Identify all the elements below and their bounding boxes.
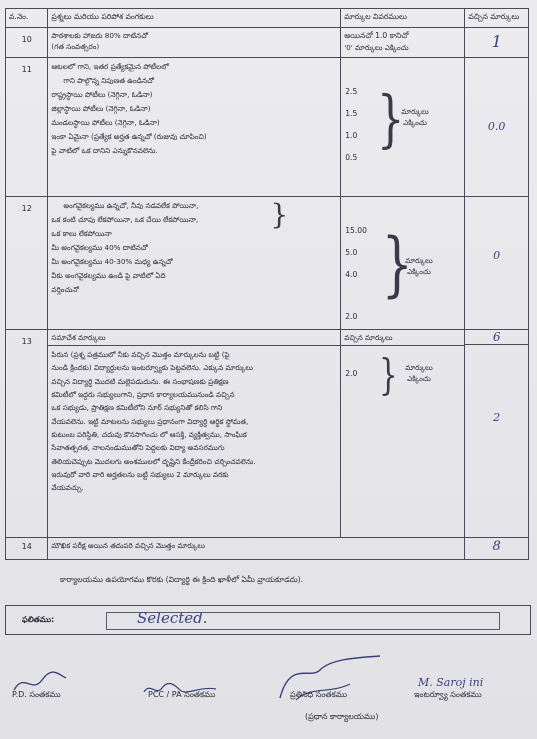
brace-icon: } [379, 350, 398, 400]
marks-label-line: ఎక్కించు [403, 118, 427, 128]
marks-label-line: ఎక్కించు [407, 374, 431, 384]
brace-icon: } [381, 223, 414, 305]
row-number: 12 [6, 197, 48, 330]
sub-header-awarded: వచ్చిన మార్కులు [344, 333, 393, 342]
brace-icon: } [377, 82, 405, 155]
marks-label-line: మార్కులు [401, 107, 429, 116]
marks-instruction [405, 362, 433, 384]
criteria-cell [48, 58, 341, 197]
criteria-line: వేయవచ్చు. [51, 483, 84, 493]
marks-value: 15.00 [345, 226, 367, 235]
table-row [6, 197, 529, 330]
header-awarded-marks: వచ్చిన మార్కులు [465, 9, 529, 28]
marks-value: 4.0 [345, 270, 358, 279]
marks-value: 2.0 [345, 312, 358, 321]
row-number: 13 [6, 330, 48, 538]
criteria-line: పై వాటిలో ఒక దానిని ఎన్నుకొనవలెను. [51, 146, 158, 156]
result-field [106, 609, 500, 630]
criteria-line: గాని పాల్గొన్న నిపుణత ఉండినచో [63, 76, 154, 86]
marks-instruction [401, 106, 429, 128]
result-box [5, 605, 531, 635]
criteria-line: (గత సంవత్సరం) [51, 42, 100, 52]
representative-sub-label: (ప్రధాన కార్యాలయము) [305, 712, 379, 721]
criteria-line: రాష్ట్రస్థాయి పోటీలు (నెగ్గినా, ఓడినా) [51, 90, 153, 100]
header-serial-no: వ.నెం. [6, 9, 48, 28]
criteria-line: ఆటలలో గాని, ఇతర ప్రత్యేకమైన పోటీలలో [51, 62, 169, 71]
row-number: 11 [6, 58, 48, 197]
row-number: 10 [6, 28, 48, 58]
criteria-cell [48, 330, 341, 538]
criteria-line: వర్తించునో [51, 285, 79, 295]
pd-signature-label: P.D. సంతకము [12, 690, 61, 699]
awarded-cell [465, 330, 529, 538]
criteria-line: కుటుంబ పరిస్థితి, చదువు కొనసాగించు లో ఆసక్తి, వ్యక్తిత్వము, సాంఘిక [51, 430, 247, 440]
scoring-table [5, 8, 529, 560]
criteria-line: తెలియచెప్పుట మొదలగు అంశములలో దృష్టిని కేంద్రీకరించి చర్చించవలెను. [51, 456, 256, 466]
marks-value: 1.5 [345, 109, 358, 118]
criteria-line: పిరున (ప్రశ్న పత్రములో నీకు వచ్చిన మొత్తం మార్కులను బట్టి (పై [51, 350, 230, 360]
awarded-marks: 0 [465, 197, 529, 330]
brace-icon: } [270, 198, 289, 231]
header-marks-details: మార్కుల వివరములు [341, 9, 465, 28]
representative-signature-label: ప్రతినిధి సంతకము [290, 690, 348, 699]
table-row [6, 28, 529, 58]
office-use-note: కార్యాలయము ఉపయోగము కొరకు (విద్యార్థి ఈ క్రింది ఖాళీలో ఏమీ వ్రాయకూడదు). [60, 575, 304, 584]
marks-value: 0.5 [345, 153, 358, 162]
awarded-marks: 8 [465, 538, 529, 560]
criteria-line: వేయవలెను. ఇట్టి మాటలను సభ్యులు ప్రధానంగా విద్యార్థి ఆర్థిక స్థోమత, [51, 416, 249, 426]
criteria-line: నుండి క్రిందకు) విద్యార్థులను ఇంటర్వ్యూకు పెట్టవలెను. ఎక్కువ మార్కులు [51, 363, 253, 373]
criteria-line: పాఠశాలకు హాజరు 80% దాటినచో [51, 31, 148, 40]
marks-cell [341, 58, 465, 197]
awarded-marks-top: 6 [492, 330, 501, 344]
marks-line: '0' మార్కులు ఎక్కించు [344, 42, 409, 52]
criteria-line: వచ్చిన విద్యార్థి మొదటి మల్లెపడుదును. ఈ సంభాషణకు ప్రతిక్షణ [51, 376, 229, 386]
criteria-cell [48, 538, 465, 560]
marks-line: అయినచో 1.0 కానిచో [344, 31, 409, 40]
criteria-line: సేవాతత్పరత, నాలనండుముతోని పెద్దలకు విద్యా అవసరముగు [51, 443, 225, 453]
criteria-line: మండలస్థాయి పోటీలు (నెగ్గినా, ఓడినా) [51, 118, 160, 128]
marks-label-line: మార్కులు [405, 256, 433, 265]
table-row [6, 538, 529, 560]
pcc-signature-label: PCC / PA సంతకము [148, 690, 216, 699]
criteria-title: సమాచేశ మార్కులు [51, 333, 106, 342]
marks-label-line: మార్కులు [405, 363, 433, 373]
awarded-marks: 1 [465, 28, 529, 58]
criteria-cell [48, 28, 341, 58]
table-row [6, 58, 529, 197]
criteria-line: జిల్లాస్థాయి పోటీలు (నెగ్గినా, ఓడినా) [51, 104, 151, 114]
interviewer-signature-name: M. Saroj ini [418, 676, 484, 689]
result-value: Selected. [137, 609, 208, 627]
marks-value: 2.0 [345, 369, 358, 379]
criteria-line: ఒక కాలు లేకపోయినా [51, 229, 112, 239]
criteria-text [48, 346, 340, 496]
marks-cell [341, 197, 465, 330]
marks-value: 2.5 [345, 87, 358, 96]
marks-instruction [405, 255, 433, 277]
criteria-line: ఒక సభ్యుడు, ప్రాతిక్షణ కమిటీలోని నూర్ సభ్యునితో కలిసి గాని [51, 403, 223, 413]
marks-value: 1.0 [345, 131, 358, 140]
interviewer-signature-label: ఇంటర్వ్యూ సంతకము [414, 690, 482, 699]
awarded-marks: 0.0 [465, 58, 529, 197]
marks-label-line: ఎక్కించు [407, 267, 431, 277]
criteria-line: కమిటీలో ఇద్దరు సభ్యులుగాని, ప్రధాన కార్యాలయమునుండి వచ్చిన [51, 390, 235, 400]
header-criteria: ప్రశ్నలు మరియు పరిపోశ వంగకులు [48, 9, 341, 28]
criteria-cell [48, 197, 341, 330]
marks-cell [341, 330, 465, 538]
marks-cell [341, 28, 465, 58]
row-number: 14 [6, 538, 48, 560]
criteria-line: మీ అంగవైకల్యము 40-30% మధ్య ఉన్నచో [51, 257, 173, 267]
table-header-row [6, 9, 529, 28]
criteria-line: ఇరువురో వారి వారి అర్హతలను బట్టి సభ్యులు 2 మార్కులు వరకు [51, 469, 229, 479]
marks-value: 5.0 [345, 248, 358, 257]
criteria-line: ఇంకా ఏమైనా (ప్రత్యేక అర్హత ఉన్నచో (రుజువు చూపించి) [51, 132, 207, 142]
criteria-line: అంగవైకల్యము ఉన్నచో, నీవు నడవలేక పోయినా, [63, 201, 199, 210]
criteria-line: ఒక కంటి చూపు లేకపోయినా, ఒక చేయి లేకపోయినా, [51, 215, 199, 225]
result-label: ఫలితము: [22, 615, 55, 624]
criteria-line: మౌఖిక పరీక్ష అయిన తదుపరి వచ్చిన మొత్తం మార్కులు [51, 541, 205, 550]
criteria-line: వీకు అంగవైకల్యము ఉండి పై వాటిలో ఏది [51, 271, 166, 281]
awarded-marks: 2 [493, 411, 501, 424]
table-row [6, 330, 529, 538]
criteria-line: మీ అంగవైకల్యము 40% దాటినచో [51, 243, 148, 253]
